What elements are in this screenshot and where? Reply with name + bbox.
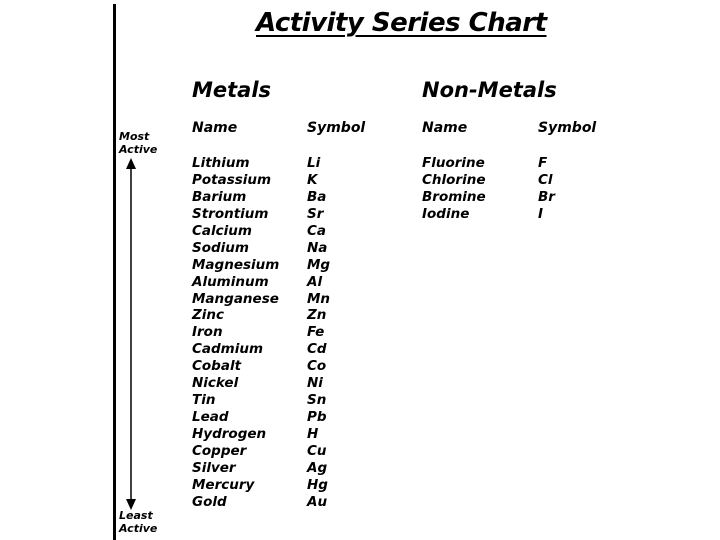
metal-symbol: Ca xyxy=(307,222,327,239)
metal-name: Hydrogen xyxy=(192,426,267,442)
nonmetal-name: Chlorine xyxy=(422,171,486,188)
metals-name-header: Name xyxy=(192,120,238,136)
most-active-line2: Active xyxy=(119,143,158,156)
least-active-label xyxy=(119,509,164,535)
metals-symbol-header: Symbol xyxy=(307,120,366,136)
metal-name: Calcium xyxy=(192,222,252,239)
metal-name: Silver xyxy=(192,459,236,476)
metal-name: Mercury xyxy=(192,476,255,493)
metal-symbol: Cu xyxy=(307,442,327,459)
metals-heading: Metals xyxy=(192,78,272,102)
metal-symbol: Fe xyxy=(307,324,325,341)
metal-symbol: Au xyxy=(307,493,328,510)
metal-name: Lithium xyxy=(192,155,250,171)
metal-name: Manganese xyxy=(192,290,279,307)
most-active-label xyxy=(119,130,164,156)
metal-symbol: Sn xyxy=(307,392,327,409)
metal-name: Sodium xyxy=(192,239,249,256)
nonmetal-symbol: F xyxy=(538,155,548,171)
metal-name: Cadmium xyxy=(192,341,264,358)
metal-symbol: Mn xyxy=(307,290,331,307)
arrow-up-head xyxy=(126,158,136,169)
left-vertical-rule xyxy=(113,4,116,540)
metal-name: Gold xyxy=(192,493,227,510)
metal-name: Barium xyxy=(192,188,247,205)
nonmetal-name: Bromine xyxy=(422,188,486,205)
nonmetals-heading: Non-Metals xyxy=(422,78,557,102)
nonmetals-name-header: Name xyxy=(422,120,468,136)
least-active-line1: Least xyxy=(119,509,153,522)
nonmetals-symbol-header: Symbol xyxy=(538,120,597,136)
metal-name: Nickel xyxy=(192,375,239,392)
nonmetal-symbol: Cl xyxy=(538,171,553,188)
metal-name: Tin xyxy=(192,392,216,409)
nonmetal-name: Iodine xyxy=(422,205,470,222)
metals-name-list xyxy=(192,155,279,511)
metal-name: Cobalt xyxy=(192,358,242,375)
metal-name: Lead xyxy=(192,409,229,426)
metal-symbol: Na xyxy=(307,239,328,256)
metal-symbol: Li xyxy=(307,155,321,171)
nonmetal-symbol: Br xyxy=(538,188,555,205)
metal-symbol: H xyxy=(307,426,319,442)
metal-name: Potassium xyxy=(192,171,272,188)
metal-name: Aluminum xyxy=(192,273,269,290)
metal-symbol: Ag xyxy=(307,459,328,476)
metal-name: Strontium xyxy=(192,205,269,222)
metal-symbol: Ni xyxy=(307,375,323,392)
metal-name: Copper xyxy=(192,442,247,459)
metal-name: Iron xyxy=(192,324,223,341)
metal-symbol: Al xyxy=(307,273,323,290)
metal-symbol: Zn xyxy=(307,307,327,324)
metal-name: Magnesium xyxy=(192,256,280,273)
metal-symbol: Hg xyxy=(307,476,328,493)
metal-symbol: Mg xyxy=(307,256,331,273)
least-active-line2: Active xyxy=(119,522,158,535)
most-active-line1: Most xyxy=(119,130,150,143)
metal-symbol: K xyxy=(307,171,318,188)
metal-symbol: Pb xyxy=(307,409,327,426)
metals-symbol-list xyxy=(307,155,330,511)
page-title: Activity Series Chart xyxy=(256,8,547,38)
metal-name: Zinc xyxy=(192,307,225,324)
metal-symbol: Co xyxy=(307,358,327,375)
nonmetal-name: Fluorine xyxy=(422,155,485,171)
nonmetal-symbol: I xyxy=(538,205,544,222)
metal-symbol: Sr xyxy=(307,205,324,222)
metal-symbol: Ba xyxy=(307,188,327,205)
metal-symbol: Cd xyxy=(307,341,327,358)
nonmetals-name-list xyxy=(422,155,486,223)
activity-double-arrow xyxy=(123,158,139,510)
nonmetals-symbol-list xyxy=(538,155,555,223)
